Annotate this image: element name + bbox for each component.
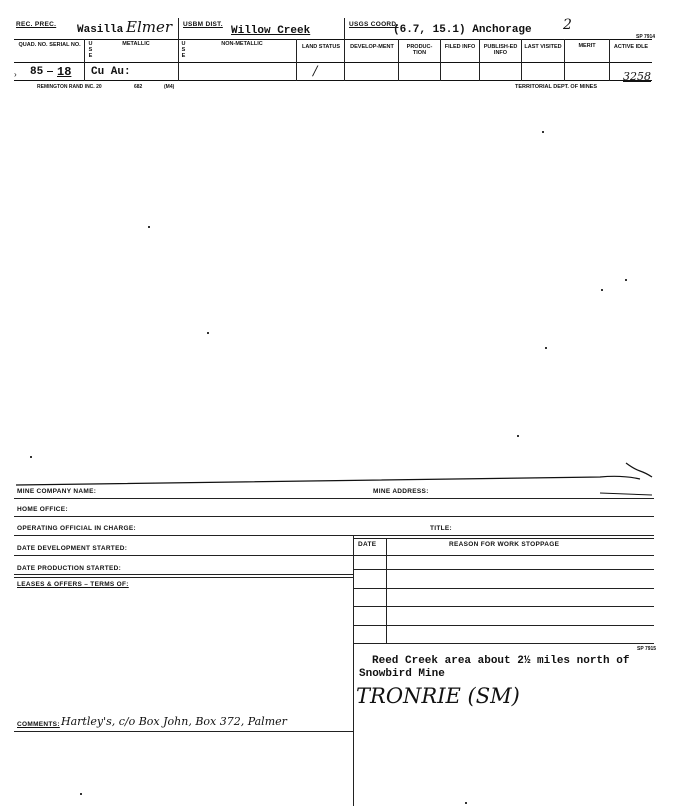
col-divider — [609, 39, 610, 81]
location-note-line-1: Reed Creek area about 2½ miles north of — [372, 655, 630, 667]
col-production: PRODUC-TION — [406, 44, 433, 56]
speck — [517, 435, 519, 437]
rec-prec-label: REC. PREC. — [16, 21, 57, 28]
rule-date-row-5 — [353, 643, 654, 644]
form-vertical-divider — [353, 535, 354, 806]
dev-started-label: DATE DEVELOPMENT STARTED: — [17, 545, 128, 552]
rule-date-row-4 — [353, 625, 654, 626]
speck — [465, 802, 467, 804]
form-number-bottom: SP 7915 — [637, 646, 657, 652]
col-divider — [84, 39, 85, 81]
rule-comments — [14, 731, 354, 732]
col-divider — [479, 39, 480, 81]
row-marker: › — [14, 70, 17, 79]
col-non-metallic: NON-METALLIC — [221, 41, 263, 47]
col-filed-info: FILED INFO — [444, 44, 476, 50]
usgs-coord-label: USGS COORD. — [349, 21, 399, 28]
rule-leases-top-2 — [14, 577, 354, 578]
reason-header: REASON FOR WORK STOPPAGE — [449, 541, 560, 548]
prod-started-label: DATE PRODUCTION STARTED: — [17, 565, 122, 572]
speck — [80, 793, 82, 795]
col-divider — [178, 18, 179, 81]
col-divider — [296, 39, 297, 81]
col-use-left: U S E — [88, 41, 93, 59]
comments-value: Hartley's, c/o Box John, Box 372, Palmer — [61, 715, 287, 728]
merit-handwritten: 2 — [563, 17, 572, 33]
col-last-visited: LAST VISITED — [524, 44, 562, 50]
col-serial-no: SERIAL NO. — [49, 42, 81, 48]
form-top-rule — [0, 455, 678, 500]
home-office-label: HOME OFFICE: — [17, 506, 68, 513]
handwritten-name: TRONRIE (SM) — [356, 684, 520, 708]
printer-note: REMINGTON RAND INC. 20 — [37, 84, 102, 90]
usgs-coord-value: (6.7, 15.1) Anchorage — [393, 24, 532, 36]
col-divider — [564, 39, 565, 81]
speck — [625, 279, 627, 281]
rule-date-row-2 — [353, 588, 654, 589]
quad-value: 85 — [30, 66, 44, 78]
title-label: TITLE: — [430, 525, 453, 532]
rec-prec-value: Wasilla — [77, 24, 124, 36]
printer-code-1: 682 — [134, 84, 143, 90]
form-number-top: SP 7914 — [636, 34, 656, 40]
col-published-info: PUBLISH-ED INFO — [483, 44, 518, 56]
rule-leases-top — [14, 574, 354, 575]
col-divider — [344, 18, 345, 81]
speck — [542, 131, 544, 133]
header-rule-1 — [14, 39, 652, 40]
location-note-line-2: Snowbird Mine — [359, 668, 445, 680]
rule-home-office-top — [14, 498, 654, 499]
leases-label: LEASES & OFFERS – TERMS OF: — [17, 581, 129, 588]
active-idle-handwritten: 3258 — [623, 70, 651, 83]
metallic-value: Cu Au: — [91, 66, 131, 78]
col-use-right: U S E — [181, 41, 186, 59]
col-divider — [440, 39, 441, 81]
rule-date-row-1 — [353, 569, 654, 570]
rule-date-table-top-2 — [353, 538, 654, 539]
serial-value: 18 — [57, 65, 72, 79]
header-rule-2 — [14, 62, 652, 63]
operating-official-label: OPERATING OFFICIAL IN CHARGE: — [17, 525, 136, 532]
col-land-status: LAND STATUS — [302, 44, 340, 50]
col-metallic: METALLIC — [122, 41, 150, 47]
speck — [545, 347, 547, 349]
speck — [601, 289, 603, 291]
date-header: DATE — [358, 541, 377, 548]
rec-prec-handwritten: Elmer — [126, 18, 173, 36]
speck — [207, 332, 209, 334]
col-divider — [398, 39, 399, 81]
date-column-divider — [386, 538, 387, 644]
col-merit: MERIT — [578, 43, 596, 49]
usbm-dist-label: USBM DIST. — [183, 21, 223, 28]
col-divider — [521, 39, 522, 81]
col-quad-no: QUAD. NO. — [18, 42, 48, 48]
speck — [148, 226, 150, 228]
rule-official-top — [14, 516, 654, 517]
mine-company-label: MINE COMPANY NAME: — [17, 488, 97, 495]
rule-date-table-top — [14, 535, 654, 536]
comments-label: COMMENTS: — [17, 721, 60, 728]
rule-prod-top — [14, 555, 654, 556]
printer-code-2: (M4) — [164, 84, 175, 90]
col-development: DEVELOP-MENT — [350, 44, 394, 50]
quad-serial-dash — [47, 71, 53, 72]
mine-address-label: MINE ADDRESS: — [373, 488, 429, 495]
rule-date-row-3 — [353, 606, 654, 607]
department-label: TERRITORIAL DEPT. OF MINES — [515, 84, 597, 90]
usbm-dist-value: Willow Creek — [231, 25, 311, 37]
land-status-mark: / — [313, 64, 318, 79]
col-active-idle: ACTIVE IDLE — [613, 44, 649, 50]
header-rule-3 — [14, 80, 652, 81]
